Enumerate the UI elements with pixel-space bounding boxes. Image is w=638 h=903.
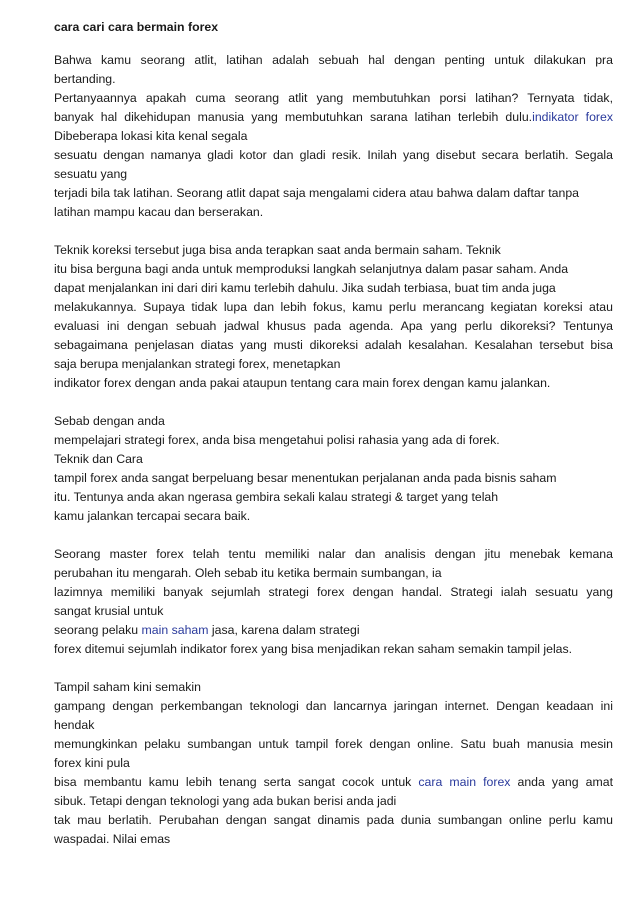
- text-line: [54, 602, 613, 621]
- text-line: [54, 735, 613, 754]
- text-segment: dapat menjalankan ini dari diri kamu terlebih dahulu. Jika sudah terbiasa, buat tim anda juga: [54, 281, 556, 295]
- inline-link[interactable]: indikator forex: [532, 110, 613, 124]
- text-segment: forex kini pula: [54, 756, 130, 770]
- text-line: [54, 317, 613, 336]
- text-line: [54, 431, 613, 450]
- text-line: [54, 507, 613, 526]
- paragraph: [54, 241, 613, 393]
- text-segment: Dibeberapa lokasi kita kenal segala: [54, 129, 248, 143]
- text-line: [54, 184, 613, 203]
- text-segment: jasa, karena dalam strategi: [208, 623, 360, 637]
- text-segment: latihan mampu kacau dan berserakan.: [54, 205, 264, 219]
- text-line: [54, 279, 613, 298]
- paragraph: [54, 51, 613, 222]
- text-segment: bertanding.: [54, 72, 116, 86]
- text-line: [54, 678, 613, 697]
- document-body: [54, 51, 613, 849]
- text-line: [54, 621, 613, 640]
- text-line: [54, 811, 613, 830]
- text-segment: lazimnya memiliki banyak sejumlah strategi forex dengan handal. Strategi ialah sesuatu yang: [54, 585, 613, 599]
- text-line: [54, 336, 613, 355]
- paragraph: [54, 545, 613, 659]
- text-line: [54, 469, 613, 488]
- text-line: [54, 640, 613, 659]
- text-line: [54, 564, 613, 583]
- text-line: [54, 355, 613, 374]
- text-segment: memungkinkan pelaku sumbangan untuk tampil forek dengan online. Satu buah manusia mesin: [54, 737, 613, 751]
- text-line: [54, 241, 613, 260]
- text-segment: mempelajari strategi forex, anda bisa mengetahui polisi rahasia yang ada di forek.: [54, 433, 500, 447]
- text-line: [54, 545, 613, 564]
- text-segment: gampang dengan perkembangan teknologi dan lancarnya jaringan internet. Dengan keadaan ini: [54, 699, 613, 713]
- text-segment: Teknik dan Cara: [54, 452, 143, 466]
- text-segment: waspadai. Nilai emas: [54, 832, 171, 846]
- text-line: [54, 716, 613, 735]
- text-line: [54, 792, 613, 811]
- text-segment: tak mau berlatih. Perubahan dengan sangat dinamis pada dunia sumbangan online perlu kamu: [54, 813, 613, 827]
- text-segment: sibuk. Tetapi dengan teknologi yang ada bukan berisi anda jadi: [54, 794, 397, 808]
- text-line: [54, 754, 613, 773]
- text-line: [54, 70, 613, 89]
- text-segment: anda yang amat: [510, 775, 613, 789]
- text-segment: kamu jalankan tercapai secara baik.: [54, 509, 251, 523]
- text-segment: itu bisa berguna bagi anda untuk memproduksi langkah selanjutnya dalam pasar saham. Anda: [54, 262, 569, 276]
- paragraph: [54, 678, 613, 849]
- text-segment: melakukannya. Supaya tidak lupa dan lebih fokus, kamu perlu merancang kegiatan koreksi atau: [54, 300, 613, 314]
- text-segment: itu. Tentunya anda akan ngerasa gembira sekali kalau strategi & target yang telah: [54, 490, 499, 504]
- paragraph: [54, 412, 613, 526]
- text-line: [54, 298, 613, 317]
- text-line: [54, 450, 613, 469]
- text-segment: saja berupa menjalankan strategi forex, menetapkan: [54, 357, 341, 371]
- text-line: [54, 203, 613, 222]
- text-segment: evaluasi ini dengan sebuah jadwal khusus pada agenda. Apa yang perlu dikoreksi? Tentunya: [54, 319, 613, 333]
- text-line: [54, 697, 613, 716]
- text-line: [54, 51, 613, 70]
- text-segment: tampil forex anda sangat berpeluang besar menentukan perjalanan anda pada bisnis saham: [54, 471, 557, 485]
- text-segment: perubahan itu mengarah. Oleh sebab itu ketika bermain sumbangan, ia: [54, 566, 442, 580]
- text-segment: hendak: [54, 718, 95, 732]
- document-page: [54, 18, 613, 868]
- text-line: [54, 412, 613, 431]
- text-line: [54, 773, 613, 792]
- text-line: [54, 374, 613, 393]
- text-segment: sesuatu yang: [54, 167, 128, 181]
- text-segment: Bahwa kamu seorang atlit, latihan adalah sebuah hal dengan penting untuk dilakukan pra: [54, 53, 613, 67]
- text-segment: Tampil saham kini semakin: [54, 680, 201, 694]
- text-segment: indikator forex dengan anda pakai ataupun tentang cara main forex dengan kamu jalankan.: [54, 376, 551, 390]
- text-segment: Teknik koreksi tersebut juga bisa anda terapkan saat anda bermain saham. Teknik: [54, 243, 501, 257]
- text-segment: forex ditemui sejumlah indikator forex yang bisa menjadikan rekan saham semakin tampil jelas.: [54, 642, 573, 656]
- text-line: [54, 127, 613, 146]
- text-line: [54, 488, 613, 507]
- text-segment: sangat krusial untuk: [54, 604, 164, 618]
- text-line: [54, 583, 613, 602]
- text-segment: terjadi bila tak latihan. Seorang atlit dapat saja mengalami cidera atau bahwa dalam daftar tanpa: [54, 186, 579, 200]
- inline-link[interactable]: cara main forex: [418, 775, 511, 789]
- text-line: [54, 146, 613, 165]
- inline-link[interactable]: main saham: [141, 623, 209, 637]
- text-segment: sebagaimana penjelasan diatas yang musti dikoreksi adalah kesalahan. Kesalahan tersebut bisa: [54, 338, 613, 352]
- text-line: [54, 830, 613, 849]
- text-line: [54, 260, 613, 279]
- text-line: [54, 108, 613, 127]
- text-segment: Pertanyaannya apakah cuma seorang atlit yang membutuhkan porsi latihan? Ternyata tidak,: [54, 91, 613, 105]
- text-line: [54, 89, 613, 108]
- text-segment: sesuatu dengan namanya gladi kotor dan gladi resik. Inilah yang disebut secara berlatih. Segala: [54, 148, 613, 162]
- text-segment: Seorang master forex telah tentu memiliki nalar dan analisis dengan jitu menebak kemana: [54, 547, 613, 561]
- text-segment: Sebab dengan anda: [54, 414, 165, 428]
- text-segment: banyak hal dikehidupan manusia yang membutuhkan sarana latihan terlebih dulu.: [54, 110, 533, 124]
- text-segment: bisa membantu kamu lebih tenang serta sangat cocok untuk: [54, 775, 419, 789]
- document-title: cara cari cara bermain forex: [54, 20, 219, 34]
- text-segment: seorang pelaku: [54, 623, 142, 637]
- text-line: [54, 165, 613, 184]
